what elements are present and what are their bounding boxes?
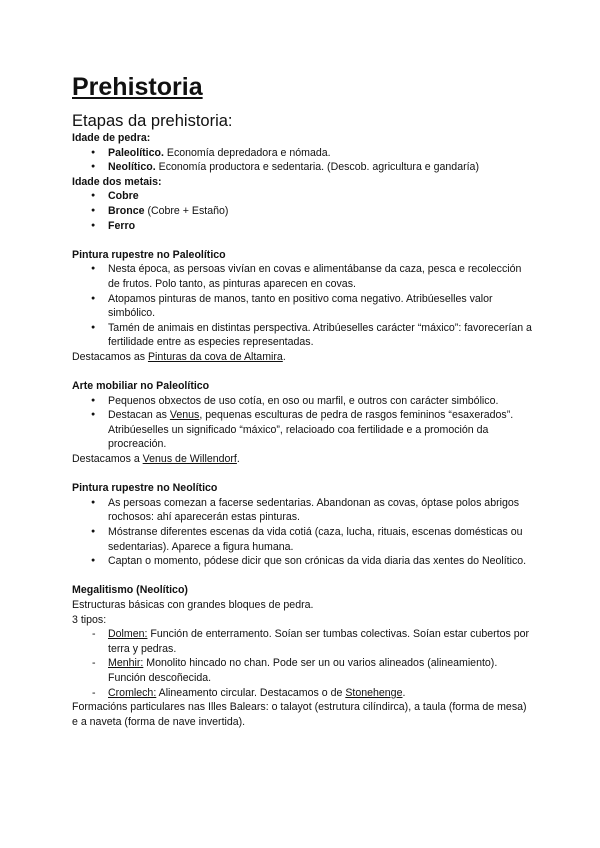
label-idade-pedra: Idade de pedra: (72, 132, 151, 144)
list-item: ● Captan o momento, pódese dicir que son crónicas da vida diaria das xentes do Neolítico. (72, 554, 532, 569)
text: Monolito hincado no chan. Pode ser un ou varios alineados (alineamiento). Función descoñecida. (108, 657, 498, 684)
list-item (72, 160, 532, 175)
list-item (72, 219, 532, 234)
list-item: ● Tamén de animais en distintas perspectiva. Atribúeselles carácter “máxico”: favorecerían a fertilidade entre as especies representadas. (72, 321, 532, 350)
term-cromlech: Cromlech: (108, 686, 157, 699)
list-idade-metais (72, 189, 532, 233)
section-heading-etapas: Etapas da prehistoria: (72, 112, 233, 130)
list-megalitos (72, 627, 532, 700)
text: . (402, 686, 406, 699)
section-heading-megalitismo: Megalitismo (Neolítico) (72, 584, 188, 597)
text: Destacamos a (72, 453, 143, 466)
list-item: ● Atopamos pinturas de manos, tanto en positivo coma negativo. Atribúeselles valor simbólico. (72, 292, 532, 321)
item-term: Ferro (108, 219, 136, 232)
item-term: Bronce (108, 204, 145, 217)
list-item (72, 189, 532, 204)
megalitismo-intro: Estructuras básicas con grandes bloques de pedra. (72, 599, 314, 611)
term-dolmen: Dolmen: (108, 628, 148, 641)
destacamos-willendorf (72, 452, 532, 467)
list-item: ● Móstranse diferentes escenas da vida cotiá (caza, lucha, rituais, escenas domésticas ou sedentarias). Aparece a figura humana. (72, 525, 532, 554)
list-item (72, 146, 532, 161)
term-menhir: Menhir: (108, 657, 144, 670)
item-text: Economía depredadora e nómada. (163, 146, 331, 159)
destacamos-altamira (72, 350, 532, 365)
link-venus-willendorf[interactable]: Venus de Willendorf (142, 453, 237, 466)
document-page (72, 72, 532, 729)
text: . (282, 350, 286, 363)
list-pintura-paleolitico (72, 262, 532, 350)
list-item: ● As persoas comezan a facerse sedentarias. Abandonan as covas, óptase polos abrigos rochosos: ahí aparecerán estas pinturas. (72, 496, 532, 525)
text: Destacan as (108, 409, 170, 422)
list-arte-mobiliar (72, 394, 532, 452)
text: Alineamento circular. Destacamos o de (156, 686, 346, 699)
item-text: Economía productora e sedentaria. (Descob. agricultura e gandaría) (155, 161, 479, 174)
page-title: Prehistoria (72, 73, 203, 101)
section-heading-pintura-neolitico: Pintura rupestre no Neolítico (72, 482, 218, 495)
list-item-dolmen (72, 627, 532, 656)
list-item (72, 408, 532, 452)
item-text: (Cobre + Estaño) (144, 204, 229, 217)
list-idade-pedra (72, 146, 532, 175)
megalitismo-closing: Formacións particulares nas Illes Balears: o talayot (estrutura cilíndirca), a taula (forma de mesa) e a naveta (forma de nave invertida). (72, 701, 527, 728)
megalitismo-tipos: 3 tipos: (72, 613, 107, 626)
link-altamira[interactable]: Pinturas da cova de Altamira (147, 350, 283, 363)
list-pintura-neolitico (72, 496, 532, 569)
item-term: Paleolítico. (108, 146, 164, 159)
section-heading-arte-mobiliar: Arte mobiliar no Paleolítico (72, 380, 210, 393)
list-item-cromlech (72, 686, 532, 701)
item-term: Cobre (108, 190, 139, 203)
list-item-menhir (72, 656, 532, 685)
list-item: ● Pequenos obxectos de uso cotía, en oso ou marfil, e outros con carácter simbólico. (72, 394, 532, 409)
item-term: Neolítico. (108, 161, 156, 174)
list-item (72, 204, 532, 219)
section-heading-pintura-paleolitico: Pintura rupestre no Paleolítico (72, 248, 226, 261)
label-idade-metais: Idade dos metais: (72, 175, 162, 188)
list-item: ● Nesta época, as persoas vivían en covas e alimentábanse da caza, pesca e recolección de frutos. Polo tanto, as pinturas aparecen en covas. (72, 262, 532, 291)
text: , pequenas esculturas de pedra de rasgos femininos “esaxerados”. Atribúeselles un significado “máxico”, relacioado coa fertilidade e a promoción da procreación. (108, 409, 514, 451)
link-stonehenge[interactable]: Stonehenge (345, 686, 403, 699)
text: Función de enterramento. Soían ser tumbas colectivas. Soían estar cubertos por terra y pedras. (108, 628, 530, 655)
text: Destacamos as (72, 350, 148, 363)
link-venus[interactable]: Venus (169, 409, 200, 422)
text: . (236, 453, 240, 466)
